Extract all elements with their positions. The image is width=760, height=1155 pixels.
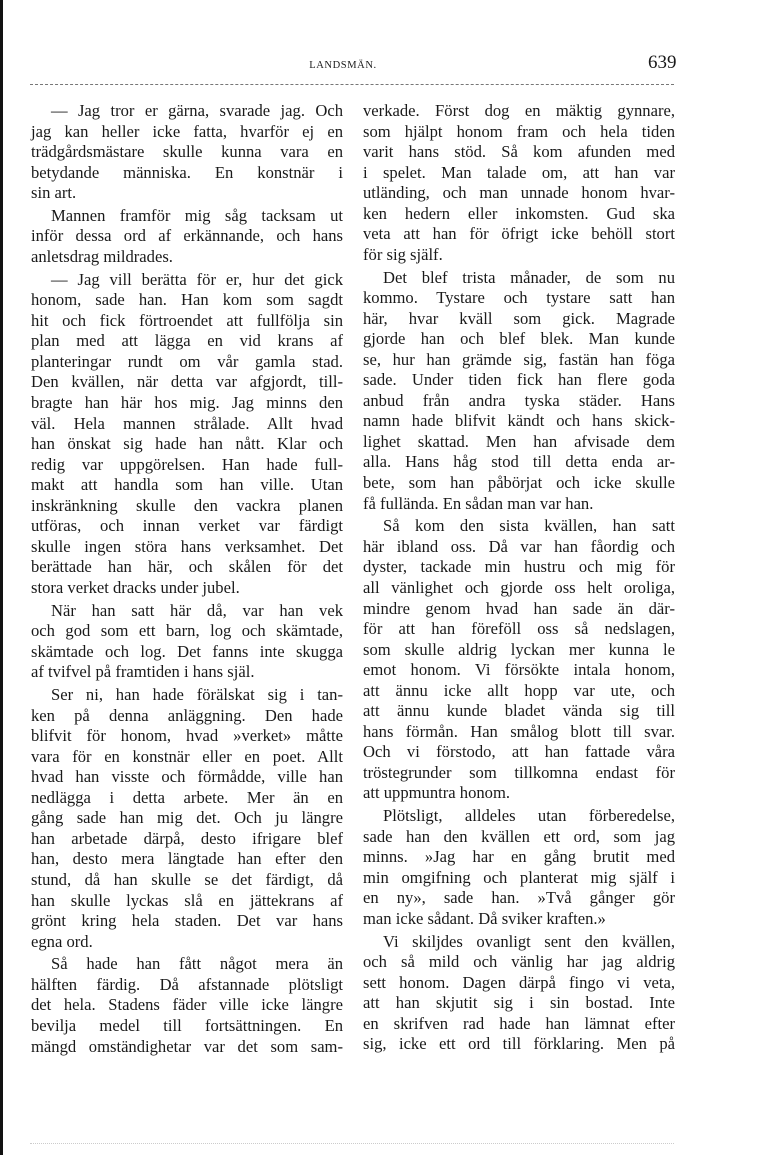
header-rule	[30, 84, 674, 85]
paragraph	[31, 101, 343, 204]
text-line: han, desto mera längtade han efter den	[31, 849, 343, 869]
text-line: lighet skattad. Men han afvisade dem	[363, 431, 675, 451]
text-line: honom, sade han. Han kom som sagdt	[31, 290, 343, 310]
text-line: en skrifven rad hade han lämnat efter	[363, 1013, 675, 1033]
text-line: stora verket dracks under jubel.	[31, 577, 240, 597]
text-line: som hjälpt honom fram och hela tiden	[363, 121, 675, 141]
text-line: nedlägga i detta arbete. Mer än en	[31, 787, 343, 807]
text-line: hans förmån. Han smålog blott till svar.	[363, 721, 675, 741]
text-line: emot honom. Vi försökte intala honom,	[363, 660, 675, 680]
text-line: ken hedern eller inkomsten. Gud ska	[363, 203, 675, 223]
text-line: få fullända. En sådan man var han.	[363, 493, 594, 513]
text-line: ken på denna anläggning. Den hade	[31, 705, 343, 725]
text-line: min omgifning och planterat mig själf i	[363, 867, 675, 887]
text-line: all vänlighet och gjorde oss helt oroliga,	[363, 577, 675, 597]
text-line: här ibland oss. Då var han fåordig och	[363, 536, 675, 556]
right-column	[363, 101, 675, 1057]
scan-edge	[0, 0, 3, 1155]
text-line: i spelet. Man talade om, att han var	[363, 162, 675, 182]
text-line: af tvifvel på framtiden i hans själ.	[31, 662, 255, 682]
text-line: vara för en konstnär eller en poet. Allt	[31, 746, 343, 766]
text-line: inför dessa ord af erkännande, och hans	[31, 226, 343, 246]
paragraph	[31, 206, 343, 268]
text-line: och så mild och vänlig har jag aldrig	[363, 952, 675, 972]
text-line: att uppmuntra honom.	[363, 783, 511, 803]
text-line: att ännu icke allt hopp var ute, och	[363, 680, 675, 700]
text-line: han önskat sig hade han nått. Klar och	[31, 434, 343, 454]
text-line: dyster, tackade min hustru och mig för	[363, 557, 675, 577]
paragraph	[31, 601, 343, 683]
text-line: Mannen framför mig såg tacksam ut	[51, 205, 343, 225]
text-line: han skulle lyckas slå en jättekrans af	[31, 890, 343, 910]
text-line: Ser ni, han hade förälskat sig i tan-	[51, 685, 343, 705]
text-line: När han satt här då, var han vek	[51, 600, 343, 620]
text-line: verkade. Först dog en mäktig gynnare,	[363, 101, 675, 120]
text-line: veta att han för öfrigt icke behöll stort	[363, 224, 675, 244]
text-line: hälften färdig. Då afstannade plötsligt	[31, 974, 343, 994]
text-line: hvad han visste och förmådde, ville han	[31, 767, 343, 787]
text-line: tröstegrunder som tillkomna endast för	[363, 762, 675, 782]
text-line: varit hans stöd. Så kom afunden med	[363, 142, 675, 162]
text-line: väl. Hela mannen strålade. Allt hvad	[31, 413, 343, 433]
text-line: egna ord.	[31, 931, 93, 951]
running-title: LANDSMÄN.	[309, 60, 377, 71]
text-line: berättade han här, och skålen för det	[31, 557, 343, 577]
text-line: grönt kring hela staden. Det var hans	[31, 911, 343, 931]
text-line: makt att handla som han ville. Utan	[31, 475, 343, 495]
text-line: Så kom den sista kvällen, han satt	[383, 516, 675, 536]
text-line: som skulle aldrig lyckan mer kunna le	[363, 639, 675, 659]
text-line: plan med att lägga en vid krans af	[31, 331, 343, 351]
text-line: alla. Hans håg stod till detta enda ar-	[363, 452, 675, 472]
text-line: planteringar rundt om vår gamla stad.	[31, 351, 343, 371]
text-line: här, hvar kväll som gick. Magrade	[363, 308, 675, 328]
text-line: sin art.	[31, 183, 77, 203]
text-line: gång sade han mig det. Och ju längre	[31, 808, 343, 828]
text-line: minns. »Jag har en gång brutit med	[363, 847, 675, 867]
text-line: anbud från andra tyska städer. Hans	[363, 390, 675, 410]
text-line: bete, som han påbörjat och icke skulle	[363, 473, 675, 493]
left-column	[31, 101, 343, 1059]
paragraph	[363, 516, 675, 804]
text-line: sade. Under tiden fick han flere goda	[363, 370, 675, 390]
text-line: — Jag tror er gärna, svarade jag. Och	[51, 101, 343, 120]
text-line: sig, icke ett ord till förklaring. Men på	[363, 1034, 675, 1054]
text-line: jag kan heller icke fatta, hvarför ej en	[31, 121, 343, 141]
text-line: blifvit för honom, hvad »verket» måtte	[31, 726, 343, 746]
text-line: Så hade han fått något mera än	[51, 954, 343, 974]
text-line: stund, då han skulle se det färdigt, då	[31, 869, 343, 889]
paragraph	[363, 101, 675, 265]
text-line: anletsdrag mildrades.	[31, 247, 173, 267]
text-line: sade han den kvällen ett ord, som jag	[363, 826, 675, 846]
text-line: han arbetade därpå, desto ifrigare blef	[31, 828, 343, 848]
paragraph	[363, 806, 675, 929]
text-line: man icke sådant. Då sviker kraften.»	[363, 908, 606, 928]
text-line: gjorde han och blef blek. Man kunde	[363, 329, 675, 349]
text-line: skulle ingen störa hans verksamhet. Det	[31, 536, 343, 556]
text-line: inskränkning skulle den vackra planen	[31, 495, 343, 515]
text-line: för sig själf.	[363, 244, 443, 264]
text-line: Den kvällen, när detta var afgjordt, till-	[31, 372, 343, 392]
text-line: och god som ett barn, log och skämtade,	[31, 621, 343, 641]
text-line: att ännu kunde bladet vända sig till	[363, 701, 675, 721]
paragraph	[31, 685, 343, 952]
text-line: kommo. Tystare och tystare satt han	[363, 288, 675, 308]
text-line: en ny», sade han. »Två gånger gör	[363, 888, 675, 908]
text-line: se, hur han grämde sig, fastän han föga	[363, 349, 675, 369]
text-line: Det blef trista månader, de som nu	[383, 267, 675, 287]
paragraph	[363, 932, 675, 1055]
text-line: — Jag vill berätta för er, hur det gick	[51, 269, 343, 289]
paragraph	[363, 268, 675, 515]
text-line: redig var uppgörelsen. Han hade full-	[31, 454, 343, 474]
paragraph	[31, 270, 343, 599]
text-line: betydande människa. En konstnär i	[31, 162, 343, 182]
text-line: utländing, och man unnade honom hvar-	[363, 183, 675, 203]
text-line: hit och fick förtroendet att fullfölja sin	[31, 310, 343, 330]
text-line: skämtade och log. Det fanns inte skugga	[31, 641, 343, 661]
text-line: Vi skiljdes ovanligt sent den kvällen,	[383, 931, 675, 951]
text-line: trädgårdsmästare skulle kunna vara en	[31, 142, 343, 162]
text-line: Plötsligt, alldeles utan förberedelse,	[383, 806, 675, 826]
text-line: bragte han här hos mig. Jag minns den	[31, 393, 343, 413]
text-line: mängd omständighetar var det som sam-	[31, 1036, 343, 1056]
text-line: det hela. Stadens fäder ville icke längre	[31, 995, 343, 1015]
text-line: bevilja medel till fortsättningen. En	[31, 1016, 343, 1035]
text-line: Och vi förstodo, att han fattade våra	[363, 742, 675, 762]
text-line: att han skjutit sig i sin bostad. Inte	[363, 993, 675, 1013]
text-line: sett honom. Dagen därpå fingo vi veta,	[363, 972, 675, 992]
text-line: namn hade blifvit kändt och hans skick-	[363, 411, 675, 431]
bottom-edge	[30, 1143, 674, 1144]
text-line: för att han föreföll oss så nedslagen,	[363, 619, 675, 639]
page-number: 639	[648, 52, 677, 73]
text-line: mindre genom hvad han sade än där-	[363, 598, 675, 618]
text-line: utföras, och innan verket var färdigt	[31, 516, 343, 536]
paragraph	[31, 954, 343, 1057]
